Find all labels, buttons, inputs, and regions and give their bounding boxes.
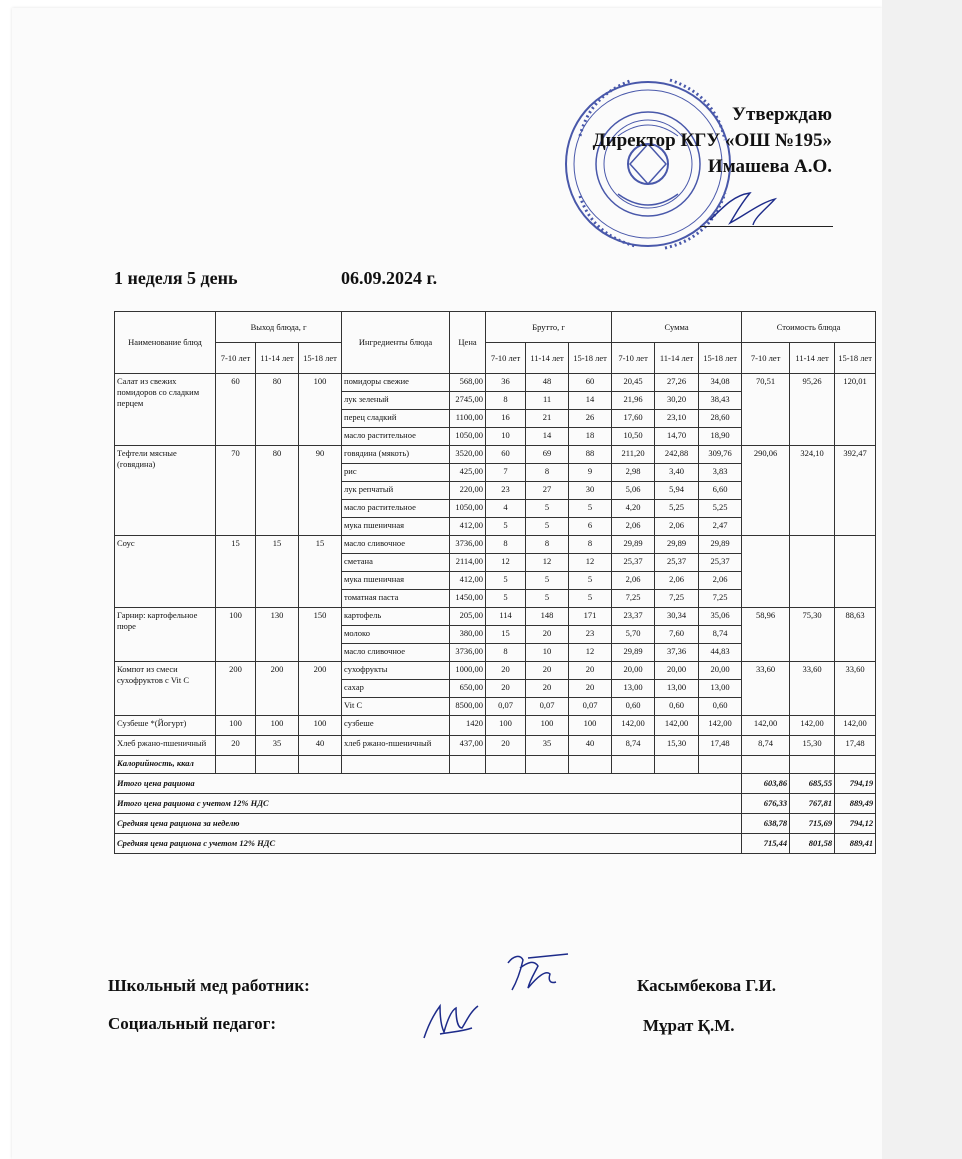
- dish-name: Хлеб ржано-пшеничный: [115, 736, 216, 756]
- ingredient-gross: 20: [526, 626, 569, 644]
- ingredient-sum: 17,48: [699, 736, 742, 756]
- empty-cell: [526, 756, 569, 774]
- dish-name: Гарнир: картофельное пюре: [115, 608, 216, 662]
- dish-output: 200: [216, 662, 256, 716]
- header-gross: Брутто, г: [486, 312, 612, 343]
- ingredient-sum: 29,89: [699, 536, 742, 554]
- table-row: [115, 736, 876, 756]
- ingredient-sum: 34,08: [699, 374, 742, 392]
- pedagogue-label: Социальный педагог:: [108, 1014, 277, 1033]
- header-age: 15-18 лет: [835, 343, 876, 374]
- ingredient-sum: 29,89: [612, 644, 655, 662]
- total-label: Итого цена рациона: [115, 774, 742, 794]
- ingredient-gross: 100: [526, 716, 569, 736]
- empty-cell: [699, 756, 742, 774]
- ingredient-gross: 10: [526, 644, 569, 662]
- empty-cell: [655, 756, 699, 774]
- dish-cost: 324,10: [790, 446, 835, 536]
- ingredient-sum: 2,06: [655, 518, 699, 536]
- header-age: 7-10 лет: [612, 343, 655, 374]
- dish-output: 100: [299, 374, 342, 446]
- dish-name: Салат из свежих помидоров со сладким перцем: [115, 374, 216, 446]
- ingredient-gross: 27: [526, 482, 569, 500]
- ingredient-sum: 142,00: [612, 716, 655, 736]
- total-value: 685,55: [790, 774, 835, 794]
- table-row: [115, 374, 876, 392]
- ingredient-name: картофель: [342, 608, 450, 626]
- ingredient-gross: 8: [526, 536, 569, 554]
- dish-cost: 142,00: [835, 716, 876, 736]
- empty-cell: [342, 756, 450, 774]
- total-value: 715,44: [742, 834, 790, 854]
- ingredient-name: молоко: [342, 626, 450, 644]
- ingredient-name: хлеб ржано-пшеничный: [342, 736, 450, 756]
- ingredient-name: говядина (мякоть): [342, 446, 450, 464]
- dish-cost: [742, 536, 790, 608]
- header-age: 11-14 лет: [655, 343, 699, 374]
- ingredient-gross: 15: [486, 626, 526, 644]
- total-value: 889,41: [835, 834, 876, 854]
- dish-cost: 70,51: [742, 374, 790, 446]
- ingredient-sum: 20,45: [612, 374, 655, 392]
- ingredient-name: помидоры свежие: [342, 374, 450, 392]
- dish-output: 40: [299, 736, 342, 756]
- total-value: 767,81: [790, 794, 835, 814]
- ingredient-sum: 142,00: [655, 716, 699, 736]
- dish-cost: 33,60: [790, 662, 835, 716]
- header-age: 7-10 лет: [216, 343, 256, 374]
- dish-name: Тефтели мясные (говядина): [115, 446, 216, 536]
- week-day-heading: 1 неделя 5 день: [114, 268, 238, 288]
- page-background-margin: [882, 0, 962, 1159]
- dish-cost: 8,74: [742, 736, 790, 756]
- ingredient-sum: 0,60: [655, 698, 699, 716]
- table-row: [115, 716, 876, 736]
- calorie-row: [115, 756, 876, 774]
- total-value: 603,86: [742, 774, 790, 794]
- ingredient-gross: 16: [486, 410, 526, 428]
- dish-cost: 392,47: [835, 446, 876, 536]
- ingredient-gross: 0,07: [486, 698, 526, 716]
- ingredient-gross: 20: [526, 662, 569, 680]
- ingredient-gross: 6: [569, 518, 612, 536]
- dish-output: 60: [216, 374, 256, 446]
- dish-output: 130: [256, 608, 299, 662]
- dish-cost: 142,00: [742, 716, 790, 736]
- ingredient-price: 412,00: [450, 518, 486, 536]
- ingredient-sum: 5,25: [699, 500, 742, 518]
- ingredient-sum: 5,25: [655, 500, 699, 518]
- ingredient-price: 412,00: [450, 572, 486, 590]
- ingredient-sum: 7,25: [612, 590, 655, 608]
- ingredient-name: рис: [342, 464, 450, 482]
- dish-output: 20: [216, 736, 256, 756]
- dish-output: 100: [216, 716, 256, 736]
- ingredient-gross: 9: [569, 464, 612, 482]
- ingredient-name: сахар: [342, 680, 450, 698]
- ingredient-name: масло растительное: [342, 500, 450, 518]
- ingredient-sum: 15,30: [655, 736, 699, 756]
- empty-cell: [569, 756, 612, 774]
- director-signature: [705, 185, 785, 230]
- header-age: 11-14 лет: [256, 343, 299, 374]
- ingredient-sum: 5,70: [612, 626, 655, 644]
- table-row: [115, 608, 876, 626]
- ingredient-gross: 12: [526, 554, 569, 572]
- total-value: 676,33: [742, 794, 790, 814]
- ingredient-gross: 8: [569, 536, 612, 554]
- ingredient-gross: 20: [486, 736, 526, 756]
- ingredient-gross: 114: [486, 608, 526, 626]
- ingredient-name: лук репчатый: [342, 482, 450, 500]
- dish-output: 90: [299, 446, 342, 536]
- header-age: 15-18 лет: [299, 343, 342, 374]
- ingredient-gross: 4: [486, 500, 526, 518]
- header-sum: Сумма: [612, 312, 742, 343]
- empty-cell: [790, 756, 835, 774]
- ingredient-gross: 0,07: [569, 698, 612, 716]
- ingredient-gross: 8: [526, 464, 569, 482]
- table-body: [115, 374, 876, 854]
- ingredient-sum: 23,10: [655, 410, 699, 428]
- ingredient-gross: 36: [486, 374, 526, 392]
- ingredient-sum: 20,00: [655, 662, 699, 680]
- ingredient-gross: 20: [526, 680, 569, 698]
- header-dish: Наименование блюд: [115, 312, 216, 374]
- dish-output: 80: [256, 374, 299, 446]
- ingredient-sum: 25,37: [612, 554, 655, 572]
- ingredient-price: 205,00: [450, 608, 486, 626]
- ingredient-sum: 21,96: [612, 392, 655, 410]
- dish-cost: [835, 536, 876, 608]
- total-value: 889,49: [835, 794, 876, 814]
- ingredient-gross: 5: [526, 572, 569, 590]
- header-ingredients: Ингредиенты блюда: [342, 312, 450, 374]
- ingredient-gross: 7: [486, 464, 526, 482]
- ingredient-gross: 69: [526, 446, 569, 464]
- dish-output: 150: [299, 608, 342, 662]
- dish-cost: 33,60: [835, 662, 876, 716]
- ingredient-price: 568,00: [450, 374, 486, 392]
- ingredient-name: сметана: [342, 554, 450, 572]
- ingredient-gross: 5: [486, 572, 526, 590]
- header-age: 7-10 лет: [742, 343, 790, 374]
- ingredient-name: томатная паста: [342, 590, 450, 608]
- ingredient-sum: 10,50: [612, 428, 655, 446]
- dish-cost: [790, 536, 835, 608]
- pedagogue-name: Мұрат Қ.М.: [643, 1016, 735, 1035]
- dish-output: 100: [216, 608, 256, 662]
- ingredient-gross: 12: [569, 554, 612, 572]
- ingredient-sum: 44,83: [699, 644, 742, 662]
- ingredient-price: 425,00: [450, 464, 486, 482]
- table-row: [115, 446, 876, 464]
- ingredient-gross: 8: [486, 392, 526, 410]
- ingredient-price: 2114,00: [450, 554, 486, 572]
- dish-name: Компот из смеси сухофруктов с Vit C: [115, 662, 216, 716]
- dish-output: 200: [256, 662, 299, 716]
- ingredient-price: 1050,00: [450, 428, 486, 446]
- ingredient-sum: 13,00: [655, 680, 699, 698]
- ingredient-gross: 21: [526, 410, 569, 428]
- ingredient-gross: 8: [486, 644, 526, 662]
- header-cost: Стоимость блюда: [742, 312, 876, 343]
- ingredient-name: мука пшеничная: [342, 572, 450, 590]
- empty-cell: [216, 756, 256, 774]
- ingredient-price: 1050,00: [450, 500, 486, 518]
- dish-cost: 142,00: [790, 716, 835, 736]
- ingredient-gross: 10: [486, 428, 526, 446]
- dish-cost: 17,48: [835, 736, 876, 756]
- empty-cell: [835, 756, 876, 774]
- ingredient-price: 3736,00: [450, 644, 486, 662]
- total-value: 794,12: [835, 814, 876, 834]
- ingredient-price: 437,00: [450, 736, 486, 756]
- nurse-signature: [498, 948, 578, 998]
- empty-cell: [742, 756, 790, 774]
- ingredient-price: 380,00: [450, 626, 486, 644]
- ingredient-sum: 3,83: [699, 464, 742, 482]
- header-age: 7-10 лет: [486, 343, 526, 374]
- approval-title: Утверждаю: [732, 104, 832, 125]
- ingredient-gross: 60: [486, 446, 526, 464]
- dish-output: 100: [256, 716, 299, 736]
- ingredient-sum: 29,89: [612, 536, 655, 554]
- dish-output: 70: [216, 446, 256, 536]
- ingredient-sum: 211,20: [612, 446, 655, 464]
- dish-name: Сузбеше *(Йогурт): [115, 716, 216, 736]
- ingredient-gross: 40: [569, 736, 612, 756]
- ingredient-gross: 5: [569, 590, 612, 608]
- dish-cost: 15,30: [790, 736, 835, 756]
- total-row: [115, 794, 876, 814]
- total-label: Итого цена рациона с учетом 12% НДС: [115, 794, 742, 814]
- dish-output: 15: [216, 536, 256, 608]
- ingredient-sum: 4,20: [612, 500, 655, 518]
- header-age: 15-18 лет: [699, 343, 742, 374]
- dish-output: 15: [256, 536, 299, 608]
- empty-cell: [612, 756, 655, 774]
- ingredient-sum: 13,00: [612, 680, 655, 698]
- ingredient-gross: 30: [569, 482, 612, 500]
- ingredient-gross: 5: [486, 518, 526, 536]
- dish-name: Соус: [115, 536, 216, 608]
- menu-table: [114, 311, 876, 854]
- ingredient-name: мука пшеничная: [342, 518, 450, 536]
- ingredient-sum: 14,70: [655, 428, 699, 446]
- ingredient-sum: 2,47: [699, 518, 742, 536]
- ingredient-gross: 48: [526, 374, 569, 392]
- ingredient-sum: 30,34: [655, 608, 699, 626]
- total-value: 638,78: [742, 814, 790, 834]
- header-age: 11-14 лет: [526, 343, 569, 374]
- dish-cost: 88,63: [835, 608, 876, 662]
- ingredient-sum: 18,90: [699, 428, 742, 446]
- ingredient-sum: 2,06: [699, 572, 742, 590]
- ingredient-sum: 2,06: [655, 572, 699, 590]
- total-value: 801,58: [790, 834, 835, 854]
- ingredient-sum: 309,76: [699, 446, 742, 464]
- ingredient-sum: 0,60: [699, 698, 742, 716]
- ingredient-sum: 8,74: [612, 736, 655, 756]
- ingredient-sum: 2,06: [612, 518, 655, 536]
- ingredient-name: масло сливочное: [342, 644, 450, 662]
- ingredient-price: 1100,00: [450, 410, 486, 428]
- nurse-label: Школьный мед работник:: [108, 976, 310, 995]
- pedagogue-signature: [420, 998, 484, 1048]
- ingredient-sum: 30,20: [655, 392, 699, 410]
- signature-line: [700, 226, 833, 227]
- ingredient-name: масло растительное: [342, 428, 450, 446]
- ingredient-price: 220,00: [450, 482, 486, 500]
- ingredient-gross: 14: [569, 392, 612, 410]
- total-value: 794,19: [835, 774, 876, 794]
- ingredient-price: 3520,00: [450, 446, 486, 464]
- ingredient-gross: 20: [486, 662, 526, 680]
- ingredient-gross: 5: [526, 590, 569, 608]
- dish-cost: 290,06: [742, 446, 790, 536]
- ingredient-gross: 11: [526, 392, 569, 410]
- ingredient-sum: 38,43: [699, 392, 742, 410]
- dish-output: 80: [256, 446, 299, 536]
- ingredient-gross: 5: [526, 500, 569, 518]
- ingredient-sum: 7,25: [699, 590, 742, 608]
- ingredient-name: сузбеше: [342, 716, 450, 736]
- total-row: [115, 774, 876, 794]
- ingredient-sum: 20,00: [612, 662, 655, 680]
- ingredient-sum: 27,26: [655, 374, 699, 392]
- ingredient-gross: 18: [569, 428, 612, 446]
- empty-cell: [486, 756, 526, 774]
- approval-block: [593, 102, 832, 180]
- ingredient-sum: 29,89: [655, 536, 699, 554]
- ingredient-gross: 26: [569, 410, 612, 428]
- dish-output: 100: [299, 716, 342, 736]
- ingredient-sum: 0,60: [612, 698, 655, 716]
- ingredient-gross: 12: [569, 644, 612, 662]
- total-label: Средняя цена рациона за неделю: [115, 814, 742, 834]
- ingredient-price: 1450,00: [450, 590, 486, 608]
- ingredient-price: 1420: [450, 716, 486, 736]
- ingredient-price: 650,00: [450, 680, 486, 698]
- total-row: [115, 834, 876, 854]
- empty-cell: [256, 756, 299, 774]
- ingredient-sum: 25,37: [655, 554, 699, 572]
- ingredient-sum: 6,60: [699, 482, 742, 500]
- approval-position: Директор КГУ «ОШ №195»: [592, 130, 832, 151]
- ingredient-sum: 13,00: [699, 680, 742, 698]
- ingredient-sum: 2,98: [612, 464, 655, 482]
- dish-cost: 58,96: [742, 608, 790, 662]
- date-heading: 06.09.2024 г.: [341, 268, 438, 288]
- total-row: [115, 814, 876, 834]
- ingredient-name: масло сливочное: [342, 536, 450, 554]
- header-price: Цена: [450, 312, 486, 374]
- dish-cost: 120,01: [835, 374, 876, 446]
- ingredient-sum: 23,37: [612, 608, 655, 626]
- ingredient-sum: 17,60: [612, 410, 655, 428]
- nurse-name: Касымбекова Г.И.: [637, 976, 777, 995]
- ingredient-gross: 5: [569, 572, 612, 590]
- dish-output: 35: [256, 736, 299, 756]
- ingredient-gross: 14: [526, 428, 569, 446]
- ingredient-sum: 5,94: [655, 482, 699, 500]
- calorie-label: Калорийность, ккал: [115, 756, 216, 774]
- ingredient-name: сухофрукты: [342, 662, 450, 680]
- ingredient-sum: 7,25: [655, 590, 699, 608]
- dish-output: 200: [299, 662, 342, 716]
- ingredient-gross: 100: [486, 716, 526, 736]
- ingredient-gross: 5: [526, 518, 569, 536]
- table-header: [115, 312, 876, 374]
- ingredient-name: Vit C: [342, 698, 450, 716]
- ingredient-gross: 148: [526, 608, 569, 626]
- ingredient-sum: 8,74: [699, 626, 742, 644]
- ingredient-gross: 5: [486, 590, 526, 608]
- dish-cost: 75,30: [790, 608, 835, 662]
- ingredient-sum: 142,00: [699, 716, 742, 736]
- table-row: [115, 662, 876, 680]
- ingredient-sum: 28,60: [699, 410, 742, 428]
- ingredient-gross: 20: [569, 680, 612, 698]
- ingredient-price: 1000,00: [450, 662, 486, 680]
- ingredient-sum: 3,40: [655, 464, 699, 482]
- dish-cost: 95,26: [790, 374, 835, 446]
- approval-name: Имашева А.О.: [707, 156, 832, 177]
- ingredient-gross: 171: [569, 608, 612, 626]
- ingredient-gross: 60: [569, 374, 612, 392]
- ingredient-sum: 2,06: [612, 572, 655, 590]
- ingredient-price: 3736,00: [450, 536, 486, 554]
- header-age: 15-18 лет: [569, 343, 612, 374]
- ingredient-sum: 25,37: [699, 554, 742, 572]
- ingredient-sum: 37,36: [655, 644, 699, 662]
- ingredient-gross: 12: [486, 554, 526, 572]
- ingredient-sum: 35,06: [699, 608, 742, 626]
- ingredient-price: 8500,00: [450, 698, 486, 716]
- ingredient-gross: 20: [486, 680, 526, 698]
- ingredient-sum: 242,88: [655, 446, 699, 464]
- ingredient-sum: 5,06: [612, 482, 655, 500]
- ingredient-gross: 23: [569, 626, 612, 644]
- ingredient-gross: 100: [569, 716, 612, 736]
- ingredient-sum: 7,60: [655, 626, 699, 644]
- ingredient-gross: 20: [569, 662, 612, 680]
- header-age: 11-14 лет: [790, 343, 835, 374]
- dish-cost: 33,60: [742, 662, 790, 716]
- ingredient-name: лук зеленый: [342, 392, 450, 410]
- dish-output: 15: [299, 536, 342, 608]
- ingredient-name: перец сладкий: [342, 410, 450, 428]
- ingredient-price: 2745,00: [450, 392, 486, 410]
- ingredient-gross: 0,07: [526, 698, 569, 716]
- ingredient-gross: 5: [569, 500, 612, 518]
- ingredient-sum: 20,00: [699, 662, 742, 680]
- ingredient-gross: 88: [569, 446, 612, 464]
- empty-cell: [450, 756, 486, 774]
- header-output: Выход блюда, г: [216, 312, 342, 343]
- ingredient-gross: 23: [486, 482, 526, 500]
- ingredient-gross: 8: [486, 536, 526, 554]
- empty-cell: [299, 756, 342, 774]
- table-row: [115, 536, 876, 554]
- total-label: Средняя цена рациона с учетом 12% НДС: [115, 834, 742, 854]
- total-value: 715,69: [790, 814, 835, 834]
- ingredient-gross: 35: [526, 736, 569, 756]
